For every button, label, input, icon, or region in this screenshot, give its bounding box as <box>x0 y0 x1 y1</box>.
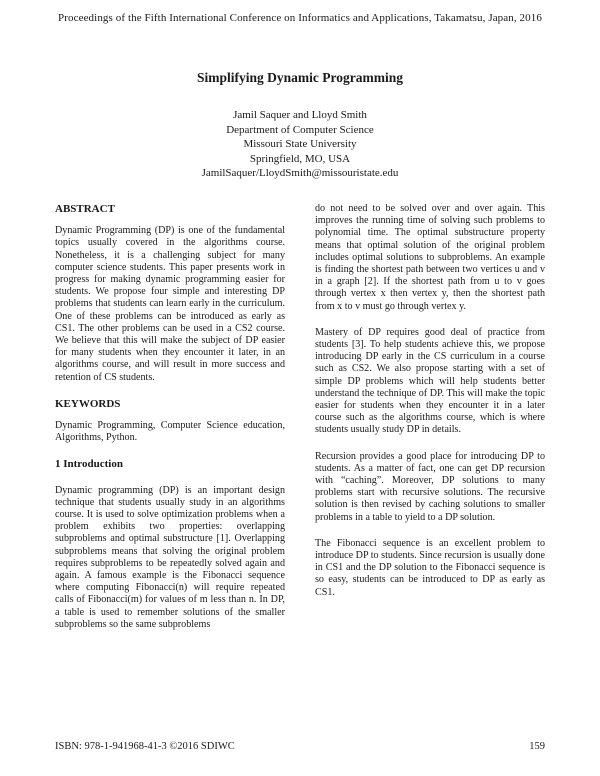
right-paragraph-3: Recursion provides a good place for introducing DP to students. As a matter of fact, one can get DP recursion with “caching”. Moreover, DP solutions to many problems start with recursive solutions. The recursive solution is then revised by caching solutions to smaller problems in a table to yield to a DP solution. <box>315 450 545 523</box>
author-university: Missouri State University <box>243 138 357 150</box>
keywords-text: Dynamic Programming, Computer Science education, Algorithms, Python. <box>55 420 285 444</box>
abstract-heading: ABSTRACT <box>55 203 115 215</box>
introduction-paragraph-1: Dynamic programming (DP) is an important design technique that students usually study in an algorithms course. It is used to solve optimization problems when a problem exhibits two properties: overlapping subproblems and optimal substructure [1]. Overlapping subproblems means that solving the original problem requires subproblems to be repeatedly solved again and again. A famous example is the Fibonacci sequence where computing Fibonacci(n) will require repeated calls of Fibonacci(m) for values of m less than n. In DP, a table is used to remember solutions of the smaller subproblems so the same subproblems <box>55 484 285 630</box>
footer-isbn: ISBN: 978-1-941968-41-3 ©2016 SDIWC <box>55 741 235 752</box>
running-head: Proceedings of the Fifth International Conference on Informatics and Applications, Takamatsu, Japan, 2016 <box>58 12 542 24</box>
introduction-heading: 1 Introduction <box>55 458 123 471</box>
author-names: Jamil Saquer and Lloyd Smith <box>233 109 367 121</box>
right-column <box>315 203 545 599</box>
author-block <box>0 108 600 181</box>
keywords-heading: KEYWORDS <box>55 397 121 410</box>
left-column <box>55 203 285 631</box>
abstract-text: Dynamic Programming (DP) is one of the fundamental topics usually covered in the algorithms course. Nonetheless, it is a challenging subject for many computer science students. This paper presents work in progress for making dynamic programming easier for students. We propose four simple and interesting DP problems that students can learn early in the curriculum. One of these problems can be introduced as early as CS1. The other problems can be used in a CS2 course. We believe that this will make the subject of DP easier for many students when they encounter it later, in an algorithms course, and will result in more success and retention of CS students. <box>55 225 285 383</box>
page-number: 159 <box>529 741 545 752</box>
paper-title: Simplifying Dynamic Programming <box>196 70 403 85</box>
author-department: Department of Computer Science <box>226 123 374 136</box>
author-location: Springfield, MO, USA <box>249 152 351 165</box>
right-paragraph-2: Mastery of DP requires good deal of practice from students [3]. To help students achieve this, we propose introducing DP early in the CS curriculum in a course such as CS2. We also propose starting with a set of simple DP problems which will help students better understand the technique of DP. This will make the topic easier for students when they encounter it in a later course such as the algorithms course, which is where students usually study DP in details. <box>315 326 545 436</box>
right-paragraph-4: The Fibonacci sequence is an excellent problem to introduce DP to students. Since recursion is usually done in CS1 and the DP solution to the Fibonacci sequence is so easy, students can be introduced to DP as early as CS1. <box>315 537 545 598</box>
right-paragraph-1: do not need to be solved over and over again. This improves the running time of solving such problems to polynomial time. The optimal substructure property means that optimal solution of the original problem includes optimal solutions to subproblems. An example is finding the shortest path between two vertices u and v in a graph [2]. If the shortest path from u to v goes through vertex x then vertex y, then the shortest path from x to v must go through vertex y. <box>315 203 545 312</box>
author-email: JamilSaquer/LloydSmith@missouristate.edu <box>201 167 399 179</box>
